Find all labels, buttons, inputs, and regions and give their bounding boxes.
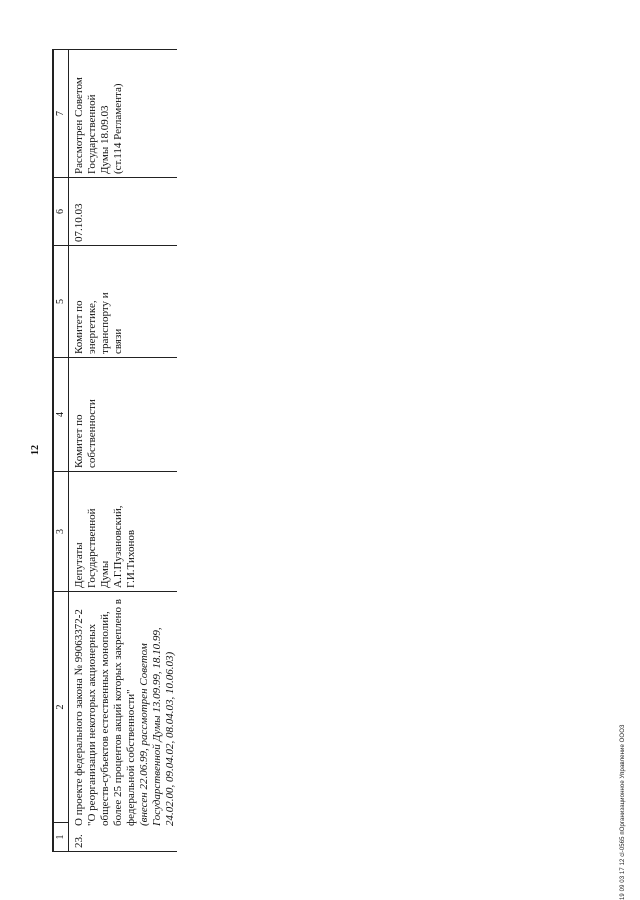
header-col-2: 2	[55, 704, 66, 710]
header-col-5: 5	[53, 246, 69, 358]
bill-table	[52, 49, 177, 852]
header-col-3: 3	[53, 472, 69, 592]
header-col-1: 1	[54, 822, 68, 851]
page-number: 12	[30, 445, 41, 455]
table-row	[69, 50, 178, 852]
header-col-6: 6	[53, 178, 69, 246]
date-cell: 07.10.03	[69, 178, 178, 246]
bill-name-cell	[69, 592, 178, 852]
row-number: 23.	[73, 834, 85, 848]
bill-history-note: (внесен 22.06.99, рассмотрен Советом Государственной Думы 13.09.99, 18.10.99, 24.02.00, 09.04.02, 08.04.03, 10.06.03)	[138, 627, 176, 826]
footer-print-stamp: 19 09 03 17 12 сl-0565 пОрганизационное Управление ООО3	[620, 724, 626, 900]
table-header-row	[53, 50, 69, 852]
header-col-4: 4	[53, 358, 69, 472]
header-cell-1-2	[53, 592, 69, 852]
coexecutor-committee-cell: Комитет по энергетике, транспорту и связи	[69, 246, 178, 358]
responsible-committee-cell: Комитет по собственности	[69, 358, 178, 472]
header-col-7: 7	[53, 50, 69, 178]
note-cell: Рассмотрен Советом Государственной Думы 18.09.03 (ст.114 Регламента)	[69, 50, 178, 178]
bill-title: О проекте федерального закона № 99063372-2 "О реорганизации некоторых акционерных обществ-субъектов естественных монополий, более 25 процентов акций которых закреплено в федеральной собственности"	[73, 599, 137, 826]
authors-cell: Депутаты Государственной Думы А.Г.Пузановский, Г.И.Тихонов	[69, 472, 178, 592]
